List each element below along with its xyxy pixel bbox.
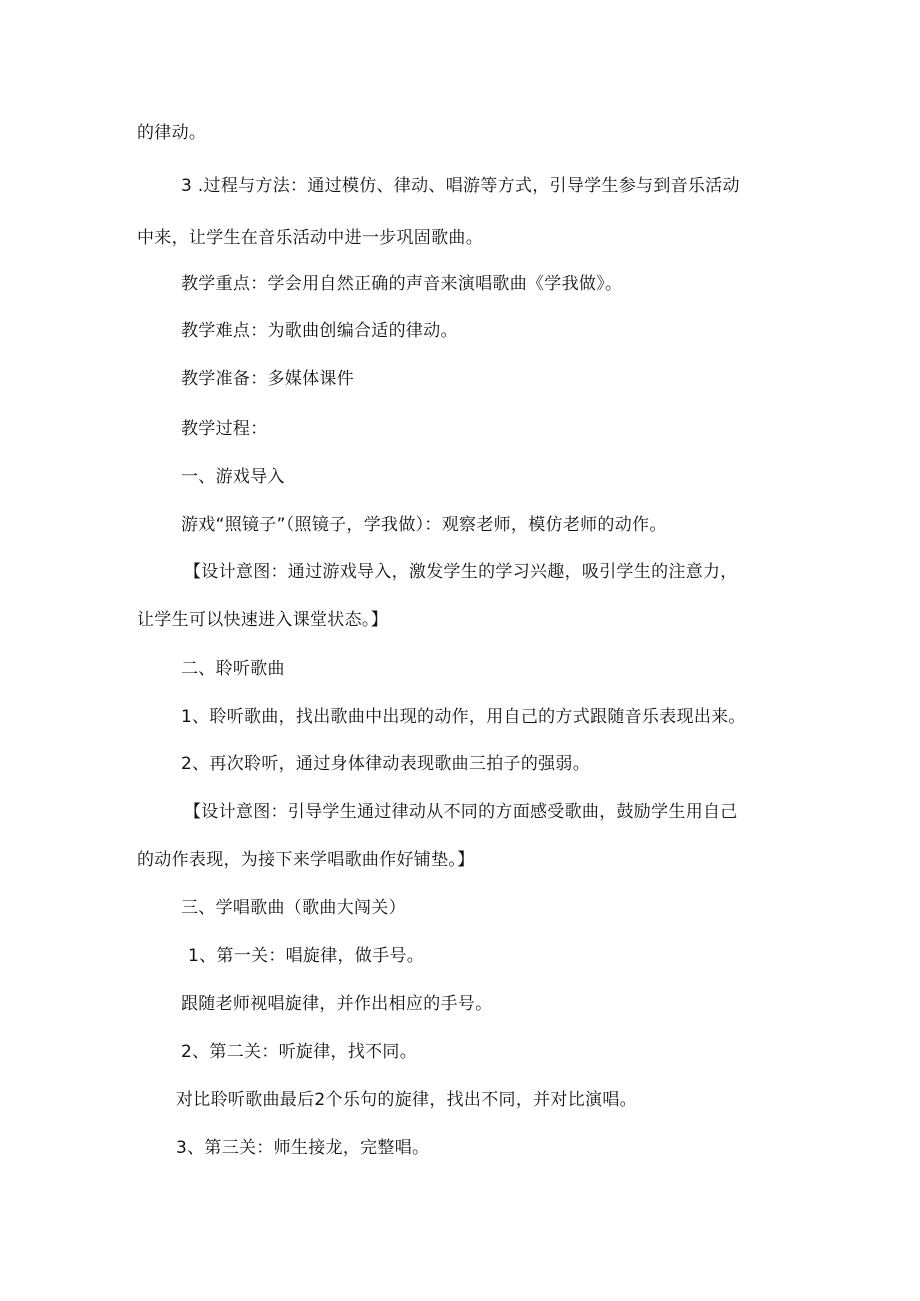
teaching-difficulty: 教学难点：为歌曲创编合适的律动。 — [181, 321, 458, 341]
teaching-preparation: 教学准备：多媒体课件 — [181, 369, 354, 389]
level-2-detail: 对比聆听歌曲最后2个乐句的旋律，找出不同，并对比演唱。 — [176, 1090, 637, 1110]
section-heading-3: 三、学唱歌曲（歌曲大闯关） — [181, 898, 406, 918]
teaching-process-heading: 教学过程： — [181, 419, 268, 439]
design-intent-2-line-1: 【设计意图：引导学生通过律动从不同的方面感受歌曲，鼓励学生用自己 — [184, 802, 738, 822]
listen-step-2: 2、再次聆听，通过身体律动表现歌曲三拍子的强弱。 — [181, 754, 591, 774]
section-heading-2: 二、聆听歌曲 — [181, 659, 285, 679]
level-1-detail: 跟随老师视唱旋律，并作出相应的手号。 — [181, 994, 493, 1014]
design-intent-2-line-2: 的动作表现，为接下来学唱歌曲作好铺垫。】 — [137, 850, 475, 870]
level-1: 1、第一关：唱旋律，做手号。 — [188, 946, 425, 966]
text-line-3: 中来，让学生在音乐活动中进一步巩固歌曲。 — [137, 228, 483, 248]
text-line-game: 游戏“照镜子”（照镜子，学我做）：观察老师，模仿老师的动作。 — [181, 515, 667, 535]
teaching-key-point: 教学重点：学会用自然正确的声音来演唱歌曲《学我做》。 — [181, 274, 623, 294]
text-line-2: 3 .过程与方法：通过模仿、律动、唱游等方式，引导学生参与到音乐活动 — [181, 176, 740, 196]
level-2: 2、第二关：听旋律，找不同。 — [181, 1042, 418, 1062]
design-intent-1-line-1: 【设计意图：通过游戏导入，激发学生的学习兴趣，吸引学生的注意力， — [184, 562, 738, 582]
design-intent-1-line-2: 让学生可以快速进入课堂状态。】 — [137, 610, 388, 630]
listen-step-1: 1、聆听歌曲，找出歌曲中出现的动作，用自己的方式跟随音乐表现出来。 — [181, 707, 746, 727]
level-3: 3、第三关：师生接龙，完整唱。 — [176, 1138, 430, 1158]
text-line-1: 的律动。 — [137, 123, 207, 143]
section-heading-1: 一、游戏导入 — [181, 467, 285, 487]
